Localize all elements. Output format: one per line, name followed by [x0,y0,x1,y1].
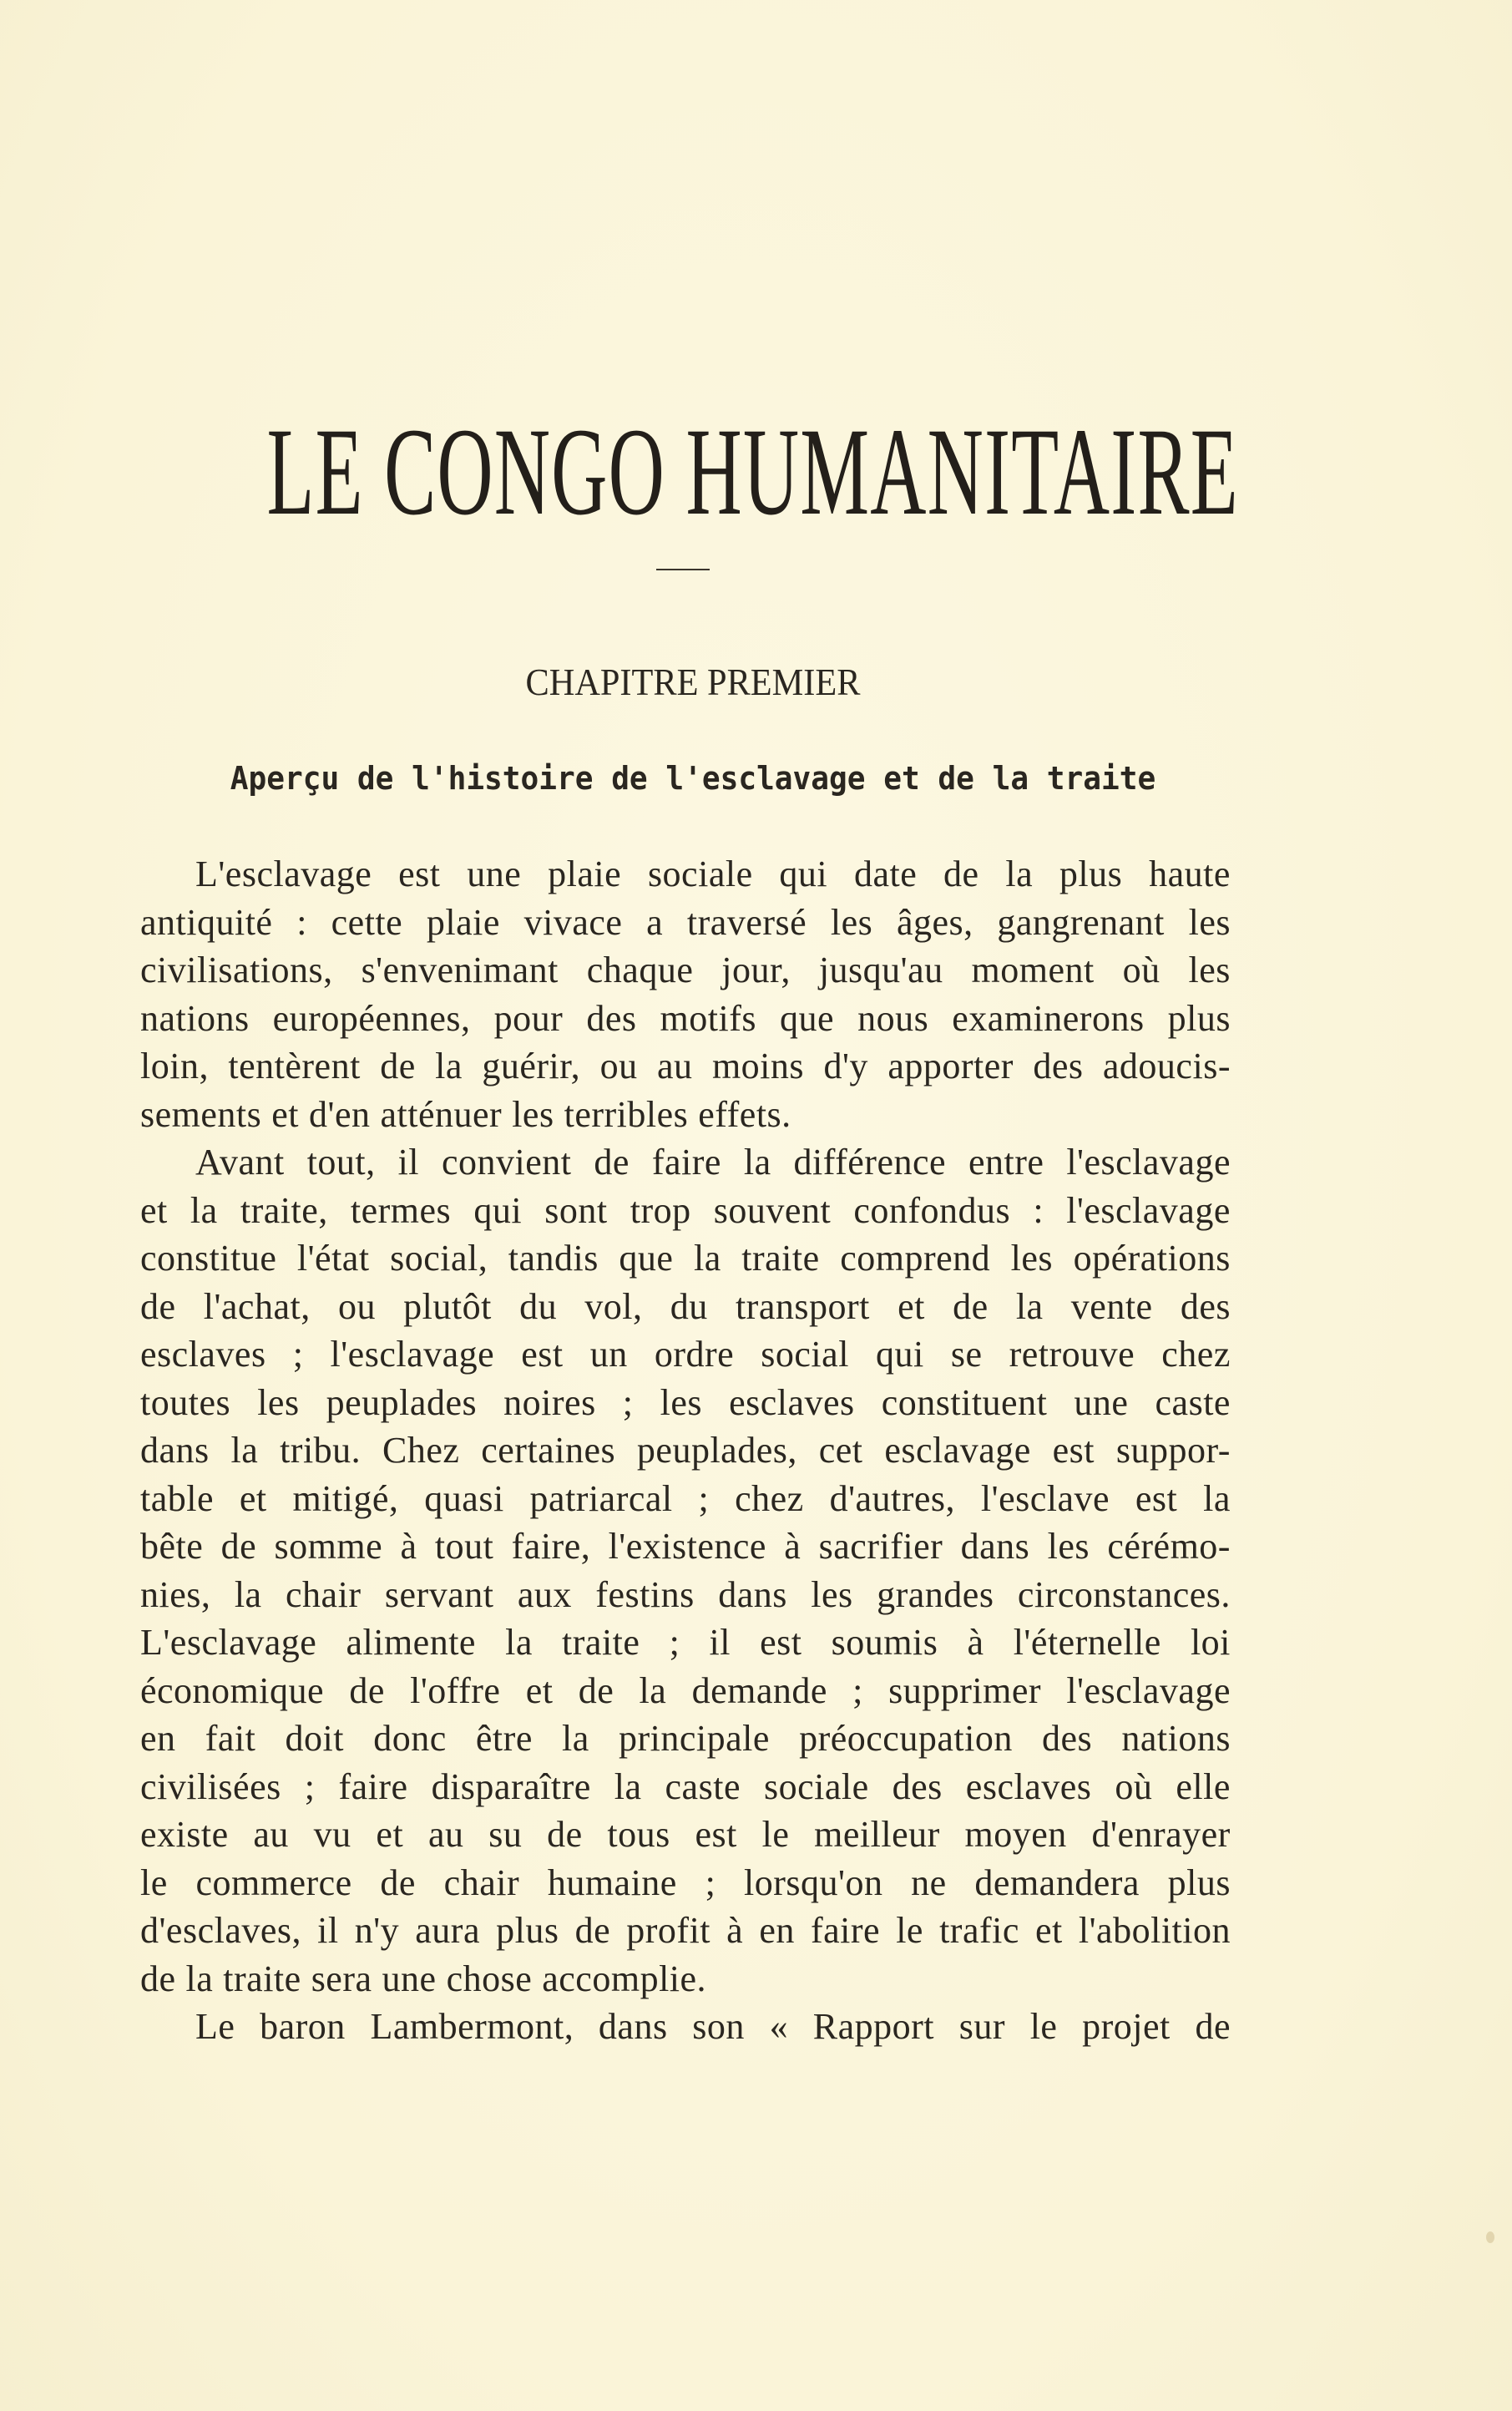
title-divider-rule [656,569,710,570]
word: doit [285,1718,344,1759]
word: et [376,1814,404,1855]
word: plutôt [403,1285,492,1327]
word: où [1115,1765,1153,1807]
paper-stain [1486,2231,1494,2243]
word: une [382,1958,437,1999]
word: de [349,1669,385,1711]
word: il [397,1142,420,1183]
word: moment [971,950,1095,990]
word: les [257,1381,300,1423]
text-line [140,1859,1231,1907]
word: esclaves [140,1334,266,1375]
word: vente [1070,1285,1153,1327]
word: nations [140,997,250,1039]
word: âges, [897,901,973,943]
word: fait [205,1718,256,1759]
word: tribu. [280,1430,362,1471]
word: jour, [721,950,791,990]
word: de [1195,2006,1231,2047]
word: des [586,997,637,1039]
word: certaines [481,1430,616,1471]
text-line [140,899,1231,947]
word: nous [857,997,929,1039]
word: cet [818,1430,863,1471]
word: L'esclavage [140,1622,317,1663]
text-line [140,1091,1231,1139]
word: de [380,1046,416,1086]
word: la [1203,1477,1231,1519]
word: constituent [881,1381,1048,1423]
word: social, [390,1238,488,1279]
word: les [1010,1238,1054,1279]
word: du [519,1285,558,1327]
word: guérir, [482,1046,581,1086]
text-line [140,1138,1231,1187]
word: trop [630,1189,691,1231]
word: ordre [654,1334,735,1375]
word: les [512,1093,554,1135]
word: entre [968,1142,1044,1183]
word: de [380,1861,416,1903]
text-line [140,1475,1231,1523]
word: chez [735,1477,804,1519]
word: confondus [853,1189,1011,1231]
word: vol, [584,1285,643,1327]
text-line [140,2003,1231,2051]
word: faire [651,1142,721,1183]
word: les [1047,1526,1090,1567]
text-line [140,1907,1231,1955]
word: caste [1155,1381,1231,1423]
word: caste [665,1765,741,1807]
word: plaie [548,853,622,894]
word: l'abolition [1078,1910,1231,1951]
word: ; [292,1334,304,1375]
word: demandera [974,1861,1140,1903]
word: humaine [547,1861,677,1903]
word: l'esclavage [1066,1669,1231,1711]
word: du [670,1285,708,1327]
word: traite [741,1238,820,1279]
word: la [190,1189,218,1231]
text-line [140,995,1231,1043]
word: chose [446,1958,533,1999]
word: la [639,1669,667,1711]
word: à [400,1526,417,1567]
word: dans [598,2006,668,2047]
word: apporter [887,1046,1014,1086]
word: plus [1059,853,1123,894]
word: ; [698,1477,710,1519]
word: soumis [831,1622,938,1663]
word: d'y [823,1046,868,1086]
word: l'esclavage [1066,1189,1231,1231]
word: : [1033,1189,1044,1231]
word: sociale [647,853,753,894]
word: alimente [346,1622,476,1663]
word: qui [779,853,828,894]
word: l'esclave [980,1477,1110,1519]
word: est [521,1334,564,1375]
word: à [967,1622,984,1663]
word: opérations [1073,1238,1231,1279]
word: la [1015,1285,1044,1327]
word: su [488,1814,523,1855]
word: est [398,853,441,894]
word: esclaves [965,1765,1092,1807]
word: au [253,1814,289,1855]
word: elle [1176,1765,1231,1807]
word: adoucis- [1102,1046,1231,1086]
word: transport [735,1285,870,1327]
word: il [709,1622,731,1663]
word: ne [911,1861,947,1903]
word: est [760,1622,802,1663]
word: n'y [354,1910,400,1951]
chapter-subtitle: Aperçu de l'histoire de l'esclavage et de la traite [230,760,1156,797]
word: au [657,1046,693,1086]
word: loi [1190,1622,1231,1663]
word: de [578,1669,614,1711]
word: son [692,2006,745,2047]
word: le [761,1814,790,1855]
word: ou [337,1285,376,1327]
word: où [1122,950,1161,990]
word: préoccupation [799,1718,1013,1759]
word: dans [718,1573,787,1615]
word: haute [1149,853,1231,894]
word: cette [331,901,403,943]
word: la [234,1573,262,1615]
word: que [780,997,835,1039]
word: meilleur [814,1814,940,1855]
word: faire [338,1765,408,1807]
word: tous [607,1814,670,1855]
word: Le [195,2006,235,2047]
word: profit [626,1910,711,1951]
word: grandes [877,1573,994,1615]
word: la [614,1765,642,1807]
text-line [140,1667,1231,1715]
word: l'esclavage [1066,1142,1231,1183]
text-line [140,1715,1231,1763]
word: antiquité [140,901,273,943]
word: « [769,2006,789,2047]
word: examinerons [952,997,1145,1039]
word: pour [493,997,564,1039]
word: donc [373,1718,447,1759]
word: table [140,1477,215,1519]
word: être [475,1718,533,1759]
word: la [230,1430,259,1471]
word: Lambermont, [370,2006,574,2047]
word: la [693,1238,721,1279]
word: l'éternelle [1013,1622,1161,1663]
word: peuplades [326,1381,478,1423]
word: et [898,1285,925,1327]
word: de [140,1958,176,1999]
word: noires [503,1381,596,1423]
text-line [140,1811,1231,1859]
word: principale [618,1718,770,1759]
word: de [574,1910,611,1951]
word: la [1005,853,1034,894]
word: européennes, [272,997,471,1039]
word: cérémo- [1107,1526,1231,1567]
word: aux [517,1573,572,1615]
word: chez [1161,1334,1231,1375]
word: une [1074,1381,1129,1423]
word: servant [384,1573,494,1615]
word: en [759,1910,795,1951]
word: chaque [586,950,694,990]
word: et [140,1189,168,1231]
word: atténuer [380,1093,503,1135]
word: patriarcal [529,1477,673,1519]
word: plus [496,1910,559,1951]
word: dans [960,1526,1030,1567]
word: plus [1167,1861,1231,1903]
word: la [562,1718,589,1759]
word: somme [274,1526,383,1567]
word: de [220,1526,257,1567]
word: l'état [296,1238,370,1279]
word: quasi [424,1477,504,1519]
word: différence [793,1142,947,1183]
text-line [140,1522,1231,1571]
book-title: LE CONGO HUMANITAIRE [266,403,1239,541]
word: ; [852,1669,863,1711]
word: des [1033,1046,1084,1086]
text-line [140,1955,1231,2003]
word: traite, [240,1189,328,1231]
word: toutes [140,1381,231,1423]
text-line [140,1379,1231,1427]
word: le [1029,2006,1058,2047]
word: sur [958,2006,1005,2047]
word: en [140,1718,176,1759]
word: plaie [426,901,500,943]
word: sociale [763,1765,869,1807]
word: les [660,1381,702,1423]
text-line [140,1426,1231,1475]
word: retrouve [1009,1334,1135,1375]
word: souvent [713,1189,832,1231]
word: d'enrayer [1091,1814,1231,1855]
word: bête [140,1526,204,1567]
word: effets. [698,1093,791,1135]
word: la [185,1958,214,1999]
text-line [140,850,1231,899]
word: tout, [306,1142,376,1183]
word: social [761,1334,849,1375]
word: et [1035,1910,1063,1951]
word: une [467,853,522,894]
word: la [743,1142,771,1183]
word: sont [544,1189,608,1231]
word: ; [304,1765,316,1807]
word: se [950,1334,983,1375]
word: est [1135,1477,1178,1519]
word: terribles [564,1093,689,1135]
word: traversé [686,901,807,943]
word: demande [691,1669,827,1711]
word: traite [223,1958,301,1999]
word: et [525,1669,554,1711]
text-line [140,1571,1231,1619]
word: aura [415,1910,480,1951]
word: de [140,1285,176,1327]
word: civilisées [140,1765,281,1807]
word: tout [434,1526,494,1567]
chapter-heading: CHAPITRE PREMIER [525,661,861,703]
word: le [896,1910,923,1951]
text-line [140,1763,1231,1811]
word: suppor- [1115,1430,1231,1471]
word: commerce [195,1861,352,1903]
body-text [140,850,1231,2051]
word: les [1188,901,1231,943]
word: économique [140,1669,325,1711]
word: chair [443,1861,520,1903]
word: des [1180,1285,1231,1327]
word: de [953,1285,989,1327]
word: un [589,1334,628,1375]
word: termes [350,1189,452,1231]
word: l'existence [608,1526,766,1567]
word: moyen [964,1814,1067,1855]
word: s'envenimant [361,950,559,990]
word: L'esclavage [195,853,372,894]
word: a [646,901,664,943]
word: Rapport [812,2006,935,2047]
word: festins [595,1573,695,1615]
word: qui [876,1334,924,1375]
word: qui [473,1189,523,1231]
text-line [140,1234,1231,1283]
word: d'autres, [829,1477,956,1519]
word: mitigé, [292,1477,399,1519]
word: plus [1167,997,1231,1039]
word: Avant [195,1142,285,1183]
word: ; [669,1622,680,1663]
word: civilisations, [140,950,333,990]
text-line [140,1283,1231,1331]
word: la [505,1622,533,1663]
word: que [619,1238,674,1279]
word: les [830,901,873,943]
word: supprimer [888,1669,1042,1711]
word: loin, [140,1046,209,1086]
word: faire [810,1910,881,1951]
text-line [140,1042,1231,1091]
word: chair [286,1573,362,1615]
word: ; [622,1381,634,1423]
word: dans [140,1430,210,1471]
word: de [594,1142,630,1183]
word: de [943,853,979,894]
text-line [140,946,1231,995]
word: nies, [140,1573,211,1615]
word: d'esclaves, [140,1910,302,1951]
word: lorsqu'on [744,1861,883,1903]
word: traite [562,1622,640,1663]
word: jusqu'au [818,950,943,990]
word: sements [140,1093,262,1135]
word: comprend [840,1238,991,1279]
word: accomplie. [542,1958,707,1999]
word: moins [711,1046,805,1086]
word: circonstances. [1017,1573,1231,1615]
text-line [140,1330,1231,1379]
word: vivace [523,901,623,943]
word: existe [140,1814,229,1855]
word: l'achat, [203,1285,311,1327]
word: date [853,853,918,894]
word: nations [1121,1718,1231,1759]
word: à [726,1910,744,1951]
word: au [427,1814,464,1855]
word: motifs [660,997,756,1039]
text-line [140,1618,1231,1667]
word: des [892,1765,943,1807]
word: disparaître [431,1765,591,1807]
word: et [239,1477,267,1519]
word: tentèrent [228,1046,361,1086]
word: les [1188,950,1231,990]
word: est [1052,1430,1095,1471]
word: projet [1082,2006,1171,2047]
word: : [296,901,307,943]
word: esclaves [729,1381,855,1423]
word: Chez [382,1430,460,1471]
word: baron [260,2006,346,2047]
word: trafic [939,1910,1019,1951]
word: à [784,1526,802,1567]
word: des [1042,1718,1093,1759]
word: tandis [508,1238,599,1279]
word: ou [599,1046,638,1086]
word: il [317,1910,339,1951]
word: la [435,1046,463,1086]
word: est [695,1814,737,1855]
word: de [547,1814,583,1855]
word: faire, [511,1526,591,1567]
word: l'offre [410,1669,501,1711]
word: gangrenant [997,901,1165,943]
word: sacrifier [818,1526,943,1567]
word: peuplades, [636,1430,797,1471]
word: constitue [140,1238,277,1279]
word: convient [441,1142,572,1183]
word: d'en [309,1093,371,1135]
word: sera [311,1958,372,1999]
word: ; [705,1861,716,1903]
word: et [271,1093,300,1135]
word: les [811,1573,853,1615]
text-line [140,1187,1231,1235]
word: le [140,1861,168,1903]
word: l'esclavage [330,1334,495,1375]
word: vu [313,1814,351,1855]
word: esclavage [884,1430,1031,1471]
